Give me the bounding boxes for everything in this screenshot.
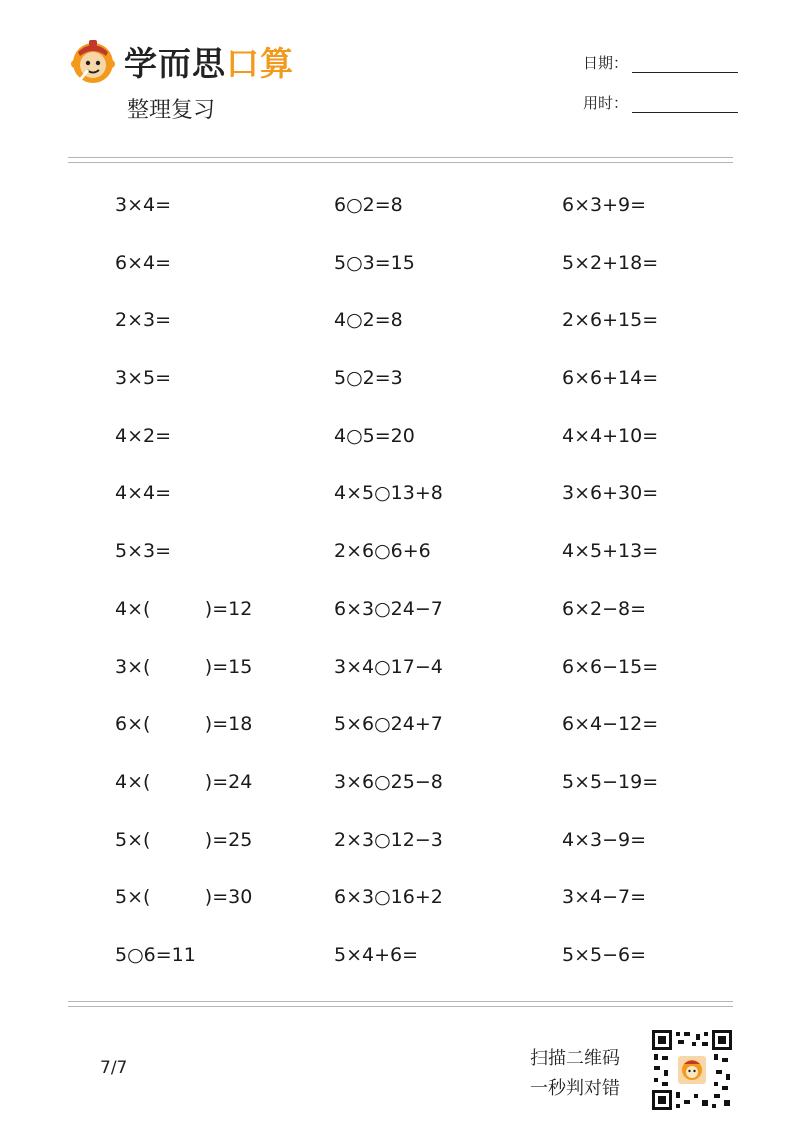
brand-main: 学而思 <box>124 44 226 83</box>
problem-column-3 <box>562 188 782 996</box>
footer-rule-top <box>68 1001 733 1002</box>
date-label: 日期： <box>583 54 629 72</box>
scan-line-2: 一秒判对错 <box>530 1078 620 1099</box>
problem-column-1 <box>115 188 335 996</box>
problem-item: 2×6○6+6 <box>334 540 431 563</box>
problem-item: 6○2=8 <box>334 194 403 216</box>
problem-column-2 <box>334 188 554 996</box>
problem-item: 4×( )=12 <box>115 597 253 620</box>
problem-item: 4○2=8 <box>334 309 403 332</box>
problem-item: 2×6+15= <box>562 309 659 332</box>
problem-item: 6×4−12= <box>562 713 659 736</box>
problem-item: 5○3=15 <box>334 251 415 274</box>
time-label: 用时： <box>583 94 629 112</box>
problem-item: 6×3○24−7 <box>334 597 443 620</box>
problem-item: 5○6=11 <box>115 943 196 966</box>
problem-item: 6×4= <box>115 251 172 274</box>
problem-item: 5×( )=25 <box>115 828 253 851</box>
problem-item: 4×5+13= <box>562 540 659 563</box>
problem-item: 5×( )=30 <box>115 886 253 909</box>
footer-rule-bottom <box>68 1006 733 1007</box>
problem-item: 5○2=3 <box>334 367 403 390</box>
time-blank-line <box>632 98 738 113</box>
problem-item: 4×2= <box>115 424 172 447</box>
problem-item: 6×3○16+2 <box>334 886 443 909</box>
problem-item: 5×5−6= <box>562 943 647 966</box>
problem-item: 5×2+18= <box>562 251 659 274</box>
monkey-mascot-icon <box>68 36 118 86</box>
problem-item: 3×5= <box>115 367 172 390</box>
problem-item: 4×5○13+8 <box>334 482 443 505</box>
problem-item: 6×3+9= <box>562 194 647 216</box>
problem-item: 5×6○24+7 <box>334 713 443 736</box>
problem-item: 3×6○25−8 <box>334 770 443 793</box>
date-field <box>583 52 738 73</box>
problem-item: 3×( )=15 <box>115 655 253 678</box>
problem-item: 6×6−15= <box>562 655 659 678</box>
problem-item: 6×2−8= <box>562 597 647 620</box>
problem-item: 3×4= <box>115 194 172 216</box>
problem-item: 2×3= <box>115 309 172 332</box>
problem-item: 3×4○17−4 <box>334 655 443 678</box>
page-subtitle: 整理复习 <box>127 98 216 123</box>
problem-item: 4×4+10= <box>562 424 659 447</box>
page-number: 7/7 <box>100 1058 128 1078</box>
problem-item: 4×4= <box>115 482 172 505</box>
problem-item: 4×( )=24 <box>115 770 253 793</box>
qr-code-icon[interactable] <box>652 1030 732 1110</box>
header-rule-top <box>68 157 733 158</box>
problem-item: 2×3○12−3 <box>334 828 443 851</box>
problem-item: 3×4−7= <box>562 886 647 909</box>
problem-item: 3×6+30= <box>562 482 659 505</box>
brand-accent: 口算 <box>226 44 294 83</box>
header-rule-bottom <box>68 162 733 163</box>
problem-item: 6×( )=18 <box>115 713 253 736</box>
problem-item: 5×4+6= <box>334 943 419 966</box>
date-blank-line <box>632 58 738 73</box>
problem-item: 6×6+14= <box>562 367 659 390</box>
brand-title <box>124 38 294 85</box>
scan-line-1: 扫描二维码 <box>530 1048 620 1069</box>
problem-item: 4×3−9= <box>562 828 647 851</box>
time-field <box>583 92 738 113</box>
scan-instructions <box>530 1044 620 1104</box>
problem-item: 5×5−19= <box>562 770 659 793</box>
problem-item: 5×3= <box>115 540 172 563</box>
problem-item: 4○5=20 <box>334 424 415 447</box>
